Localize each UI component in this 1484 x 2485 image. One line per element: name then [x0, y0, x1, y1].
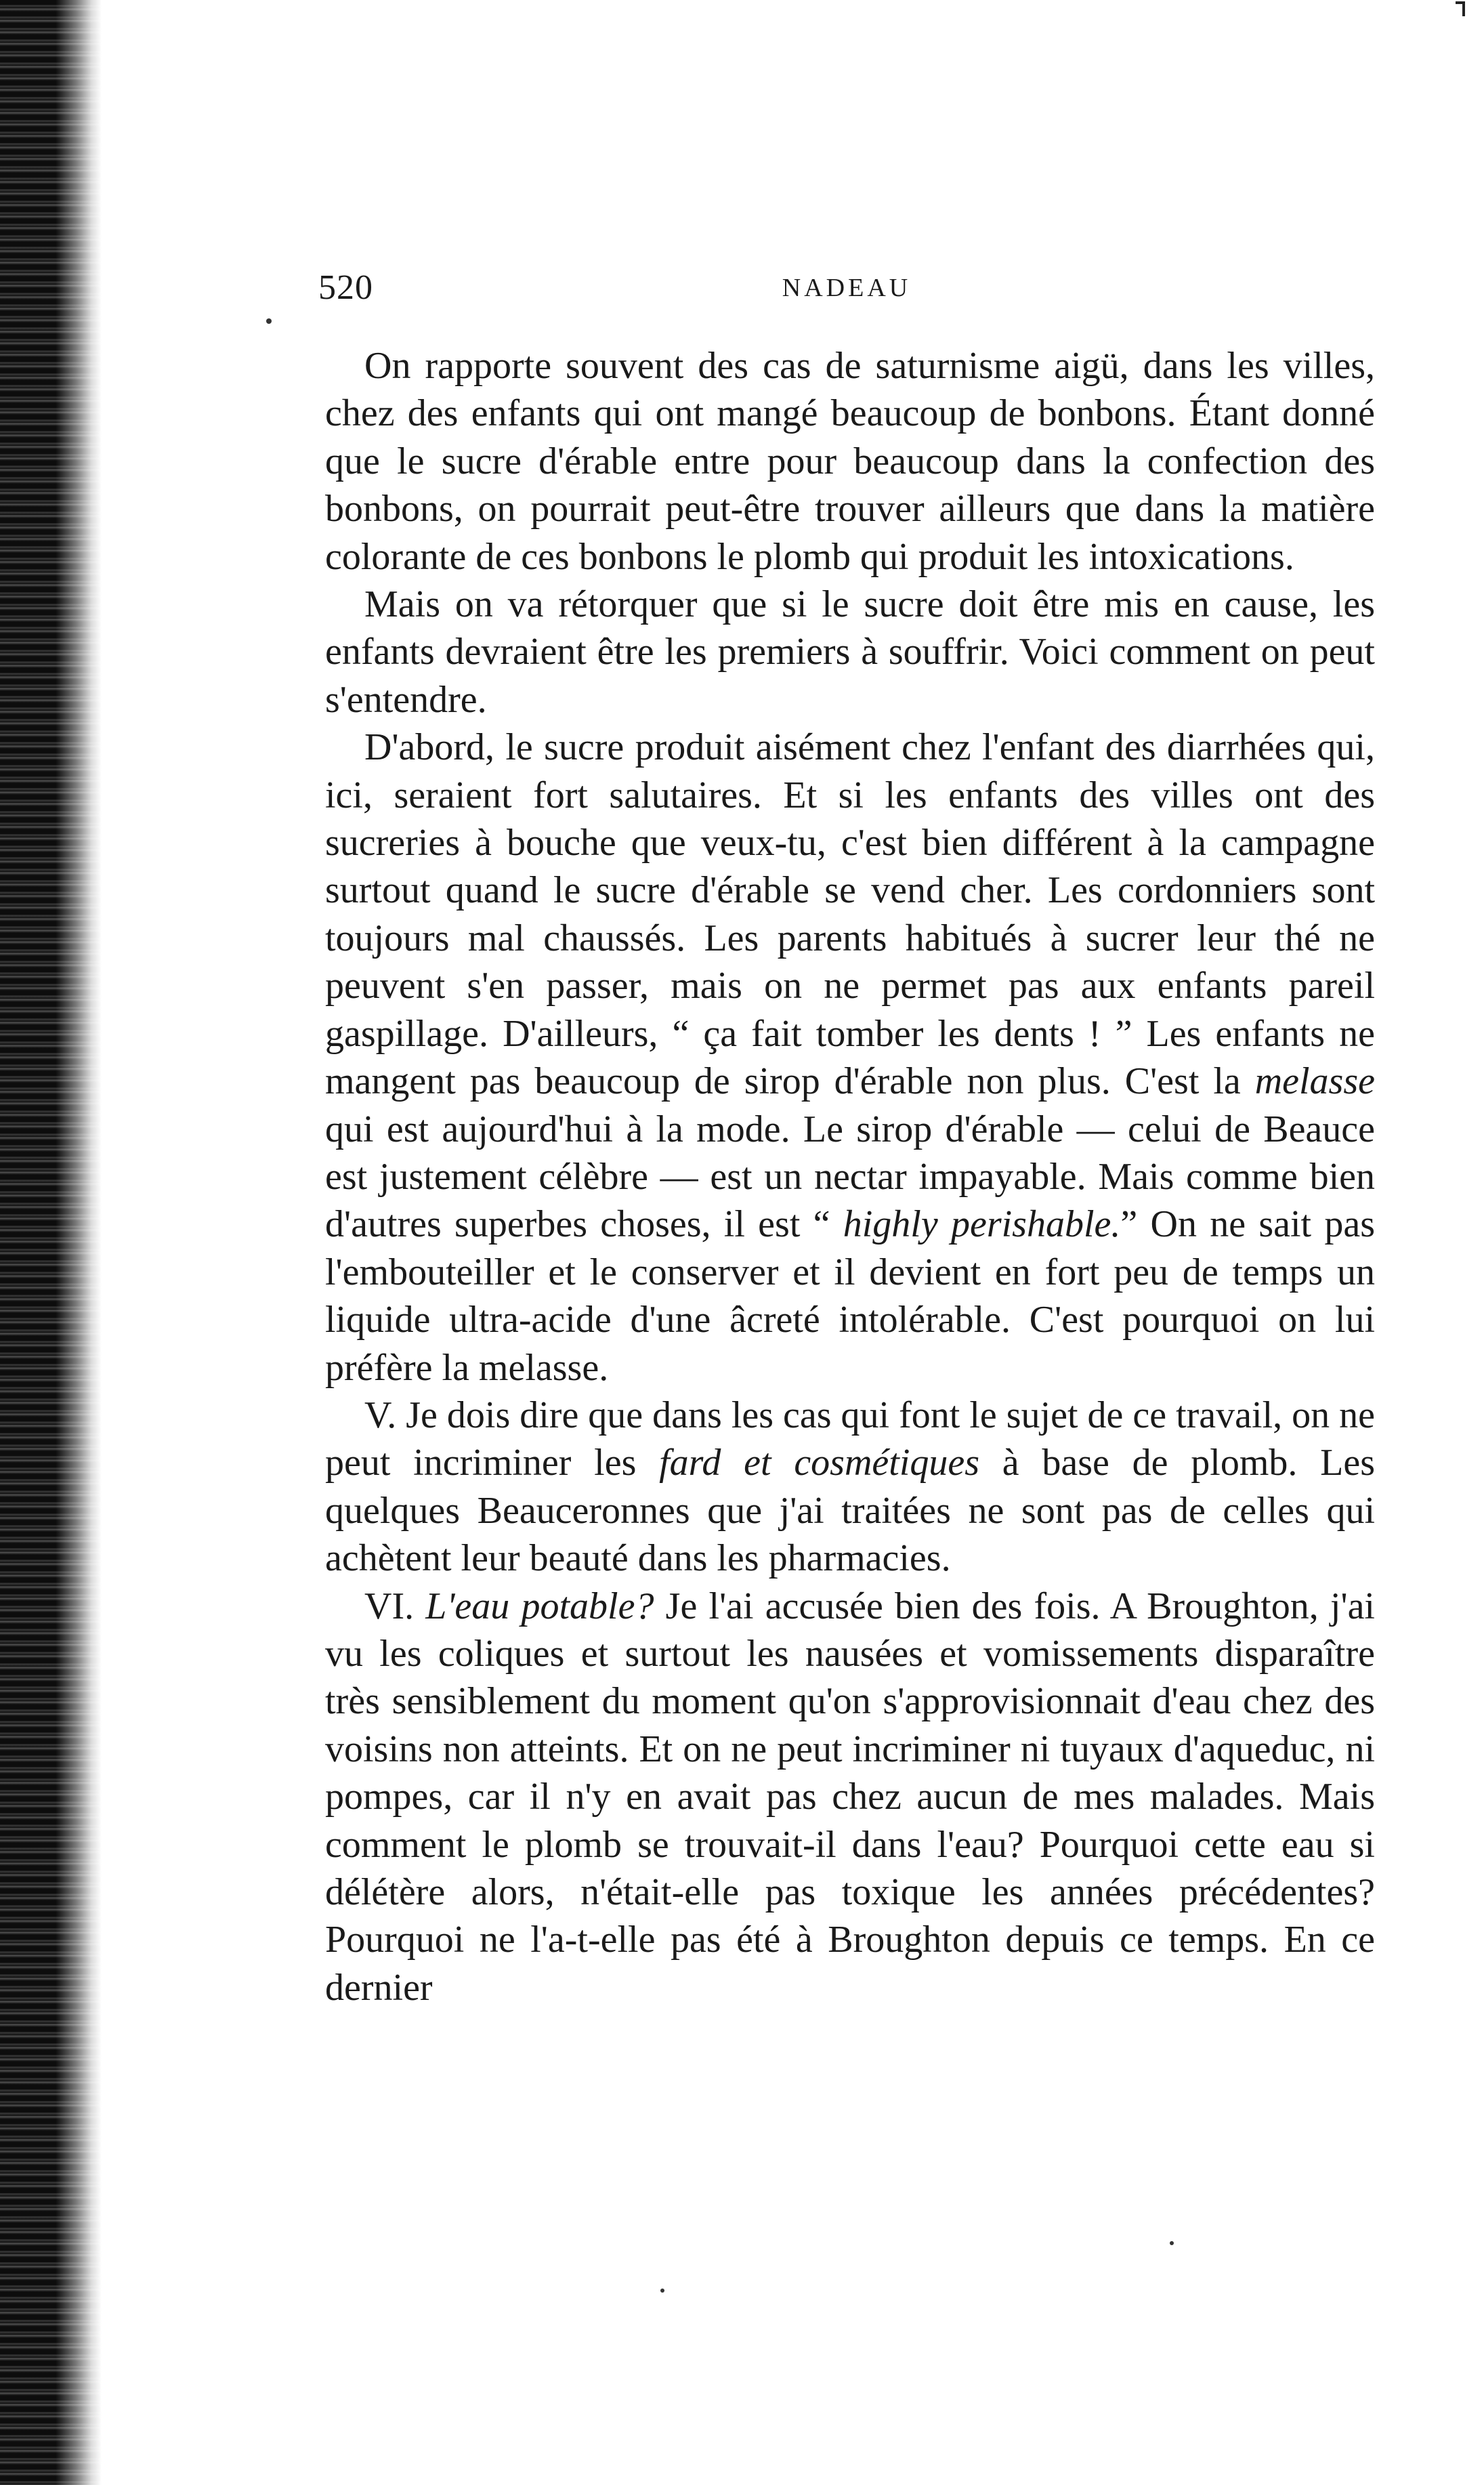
text-run: D'abord, le sucre produit aisément chez l'enfant des diarrhées qui, ici, seraient fort salutaires. Et si les enfants des villes ont des sucreries à bouche que veux-tu, c'est bien différent à la campagne surtout quand le sucre d'érable se vend cher. Les cordonniers sont toujours mal chaussés. Les parents habitués à sucrer leur thé ne peuvent s'en passer, mais on ne permet pas aux enfants pareil gaspillage. D'ailleurs, “ ça fait tomber les dents ! ” Les enfants ne mangent pas beaucoup de sirop d'érable non plus. C'est la	[325, 726, 1375, 1103]
paragraph	[325, 1392, 1375, 1583]
text-run: à base de plomb. Les quelques Beauceronnes que j'ai traitées ne sont pas de celles qui achètent leur beauté dans les pharmacies.	[325, 1442, 1375, 1580]
paragraph	[325, 581, 1375, 724]
scan-speck	[660, 2289, 664, 2293]
scan-corner-mark	[1456, 1, 1465, 16]
paragraph	[325, 1583, 1375, 2012]
italic-run: melasse	[1254, 1060, 1375, 1103]
running-title: NADEAU	[782, 274, 912, 302]
text-run: Mais on va rétorquer que si le sucre doit être mis en cause, les enfants devraient être les premiers à souffrir. Voici comment on peut s'entendre.	[325, 583, 1375, 721]
body-text	[325, 342, 1375, 2011]
text-run: On rapporte souvent des cas de saturnisme aigü, dans les villes, chez des enfants qui ont mangé beaucoup de bonbons. Étant donné que le sucre d'érable entre pour beaucoup dans la confection des bonbons, on pourrait peut-être trouver ailleurs que dans la matière colorante de ces bonbons le plomb qui produit les intoxications.	[325, 345, 1375, 578]
text-run: Je l'ai accusée bien des fois. A Broughton, j'ai vu les coliques et surtout les nausées et vomissements disparaître très sensiblement du moment qu'on s'approvisionnait d'eau chez des voisins non atteints. Et on ne peut incriminer ni tuyaux d'aqueduc, ni pompes, car il n'y en avait pas chez aucun de mes malades. Mais comment le plomb se trouvait-il dans l'eau? Pourquoi cette eau si délétère alors, n'était-elle pas toxique les années précédentes? Pourquoi ne l'a-t-elle pas été à Broughton depuis ce temps. En ce dernier	[325, 1585, 1375, 2009]
text-run: ” On ne sait pas l'embouteiller et le conserver et il devient en fort peu de temps un liquide ultra-acide d'une âcreté intolérable. C'est pourquoi on lui préfère la melasse.	[325, 1203, 1375, 1389]
paragraph	[325, 342, 1375, 581]
paragraph	[325, 724, 1375, 1392]
text-run: VI.	[364, 1585, 426, 1627]
running-head	[318, 268, 1375, 308]
scan-speck	[266, 318, 272, 324]
page-number: 520	[318, 268, 373, 307]
italic-run: highly perishable.	[843, 1203, 1121, 1246]
italic-run: L'eau potable?	[425, 1585, 654, 1627]
scan-speck	[1170, 2241, 1174, 2245]
book-binding-shadow	[0, 0, 102, 2485]
text-run: V. Je dois dire que dans les cas qui font le sujet de ce travail, on ne peut incriminer les	[325, 1394, 1375, 1484]
text-run: qui est aujourd'hui à la mode. Le sirop d'érable — celui de Beauce est justement célèbre — est un nectar impayable. Mais comme bien d'autres superbes choses, il est “	[325, 1108, 1375, 1246]
italic-run: fard et cosmétiques	[659, 1442, 980, 1484]
